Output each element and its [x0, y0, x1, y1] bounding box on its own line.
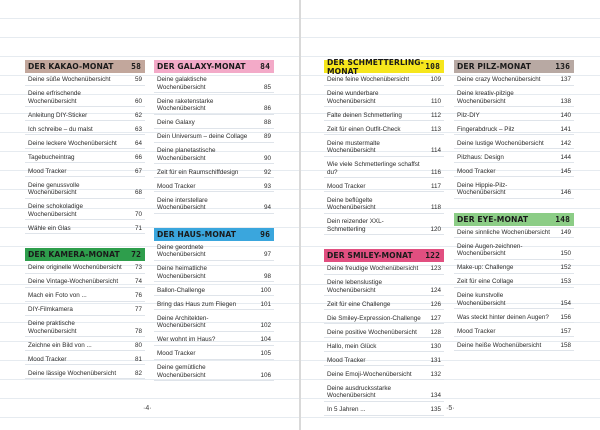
entry-page-number: 68 [134, 189, 142, 196]
toc-entry [454, 112, 574, 122]
toc-entry [25, 292, 145, 302]
toc-entry [324, 371, 444, 381]
entry-title: Bring das Haus zum Fliegen [157, 300, 237, 308]
toc-entry [324, 161, 444, 178]
toc-entry [154, 169, 274, 179]
toc-entry [324, 126, 444, 136]
toc-entry [154, 133, 274, 143]
entry-page-number: 80 [134, 341, 142, 349]
entry-title: Mood Tracker [157, 350, 196, 357]
entry-title: Pilz-DIY [457, 111, 480, 119]
toc-entry [324, 406, 444, 416]
entry-title: Deine heiße Wochenübersicht [457, 341, 542, 349]
toc-entry [25, 356, 145, 366]
entry-title: Dein reizender XXL-Schmetterling [327, 218, 384, 233]
toc-section [154, 228, 274, 382]
entry-title: Mood Tracker [457, 327, 496, 335]
toc-entry [454, 76, 574, 86]
toc-entry [25, 370, 145, 380]
toc-entry [454, 90, 574, 107]
entry-page-number: 102 [260, 322, 271, 329]
entry-title: Mood Tracker [327, 356, 366, 364]
entry-page-number: 124 [430, 286, 441, 294]
entry-title: Deine lebenslustige Wochenübersicht [327, 279, 382, 294]
entry-title: Tagebucheintrag [28, 153, 75, 161]
toc-column [324, 57, 444, 430]
entry-page-number: 104 [260, 336, 271, 343]
toc-entry [154, 301, 274, 311]
entry-title: Deine lässige Wochenübersicht [28, 369, 117, 377]
toc-entry [454, 140, 574, 150]
toc-entry [324, 183, 444, 193]
toc-entry [25, 203, 145, 220]
entry-title: Deine Hippie-Pilz-Wochenübersicht [457, 181, 508, 196]
entry-page-number: 112 [430, 111, 441, 119]
section-title: DER SMILEY-MONAT [327, 251, 413, 260]
toc-entry [154, 364, 274, 381]
toc-entry [25, 278, 145, 288]
entry-page-number: 149 [560, 228, 571, 236]
entry-title: Deine wunderbare Wochenübersicht [327, 90, 379, 105]
entry-title: Mach ein Foto von ... [28, 292, 87, 299]
toc-entry [154, 315, 274, 332]
toc-entry [25, 126, 145, 136]
entry-title: Deine Vintage-Wochenübersicht [28, 278, 119, 285]
page-number-left: ·4· [143, 405, 152, 412]
toc-entry [154, 336, 274, 346]
section-title: DER PILZ-MONAT [457, 62, 531, 71]
toc-entry [154, 183, 274, 193]
entry-page-number: 110 [430, 97, 441, 105]
section-page-number: 136 [555, 62, 570, 71]
entry-title: Deine süße Wochenübersicht [28, 76, 111, 83]
entry-page-number: 64 [134, 139, 142, 147]
entry-title: Deine leckere Wochenübersicht [28, 139, 117, 147]
section-page-number: 108 [425, 62, 440, 71]
entry-page-number: 77 [134, 306, 142, 313]
toc-section [454, 60, 574, 199]
section-title: DER EYE-MONAT [457, 214, 529, 224]
entry-page-number: 62 [134, 111, 142, 119]
toc-entry [25, 306, 145, 316]
entry-page-number: 88 [263, 119, 271, 126]
entry-title: Deine originelle Wochenübersicht [28, 264, 122, 271]
entry-page-number: 67 [134, 167, 142, 175]
toc-entry [25, 140, 145, 150]
toc-entry [25, 168, 145, 178]
section-title: DER KAMERA-MONAT [28, 250, 120, 259]
entry-title: In 5 Jahren ... [327, 406, 366, 413]
toc-entry [454, 243, 574, 260]
page-number-right: ·5· [446, 405, 455, 412]
section-page-number: 58 [131, 62, 141, 71]
toc-entry [25, 154, 145, 164]
toc-section [25, 60, 145, 234]
entry-page-number: 63 [134, 125, 142, 133]
entry-title: Mood Tracker [28, 167, 67, 175]
toc-entry [324, 76, 444, 86]
entry-page-number: 135 [430, 406, 441, 413]
entry-title: Deine geordnete Wochenübersicht [157, 243, 206, 258]
entry-page-number: 144 [560, 153, 571, 161]
entry-page-number: 71 [134, 224, 142, 232]
section-header [154, 228, 274, 241]
toc-entry [454, 182, 574, 199]
toc-entry [25, 342, 145, 352]
toc-entry [324, 197, 444, 214]
entry-title: Deine interstellare Wochenübersicht [157, 196, 208, 211]
entry-page-number: 123 [430, 265, 441, 272]
toc-entry [324, 343, 444, 353]
toc-entry [454, 168, 574, 178]
toc-entry [324, 279, 444, 296]
entry-title: Deine genussvolle Wochenübersicht [28, 181, 80, 196]
entry-title: Deine kunstvolle Wochenübersicht [457, 292, 506, 307]
entry-title: Wer wohnt im Haus? [157, 336, 216, 343]
toc-entry [324, 265, 444, 275]
toc-section [454, 213, 574, 352]
entry-title: Mood Tracker [157, 182, 196, 190]
entry-page-number: 89 [263, 133, 271, 140]
toc-entry [154, 265, 274, 282]
entry-title: Wähle ein Glas [28, 224, 71, 232]
toc-entry [324, 315, 444, 325]
entry-title: Deine erfrischende Wochenübersicht [28, 90, 81, 105]
entry-title: Mood Tracker [28, 355, 67, 363]
entry-page-number: 153 [560, 278, 571, 285]
section-header [324, 249, 444, 262]
toc-entry [154, 147, 274, 164]
entry-title: Deine feine Wochenübersicht [327, 76, 410, 83]
entry-title: Deine galaktische Wochenübersicht [157, 76, 207, 91]
toc-entry [454, 264, 574, 274]
entry-page-number: 152 [560, 264, 571, 271]
toc-entry [25, 320, 145, 337]
entry-page-number: 126 [430, 300, 441, 308]
toc-entry [324, 357, 444, 367]
toc-entry [324, 140, 444, 157]
toc-entry [25, 76, 145, 86]
toc-entry [454, 278, 574, 288]
entry-title: Zeit für ein Raumschiffdesign [157, 168, 239, 176]
entry-page-number: 157 [560, 327, 571, 335]
entry-title: Make-up: Challenge [457, 264, 514, 271]
entry-title: Deine beflügelte Wochenübersicht [327, 196, 376, 211]
toc-entry [154, 119, 274, 129]
toc-entry [324, 218, 444, 235]
section-page-number: 96 [260, 229, 270, 239]
entry-page-number: 117 [430, 182, 441, 190]
entry-page-number: 150 [560, 250, 571, 257]
toc-section [25, 248, 145, 379]
toc-entry [324, 112, 444, 122]
entry-title: Zeit für einen Outfit-Check [327, 125, 401, 133]
section-title: DER KAKAO-MONAT [28, 62, 114, 71]
entry-title: Deine crazy Wochenübersicht [457, 76, 541, 83]
toc-entry [324, 90, 444, 107]
entry-page-number: 131 [430, 356, 441, 364]
toc-entry [25, 225, 145, 235]
entry-page-number: 106 [260, 371, 271, 379]
entry-page-number: 94 [263, 204, 271, 211]
entry-page-number: 97 [263, 251, 271, 258]
toc-entry [25, 90, 145, 107]
section-page-number: 148 [555, 214, 570, 224]
toc-column [154, 60, 274, 395]
entry-title: Was steckt hinter deinen Augen? [457, 313, 549, 321]
section-page-number: 84 [260, 62, 270, 71]
toc-section [324, 57, 444, 235]
entry-title: Wie viele Schmetterlinge schaffst du? [327, 161, 420, 176]
toc-column [25, 60, 145, 393]
entry-title: Hallo, mein Glück [327, 342, 377, 350]
entry-page-number: 142 [560, 139, 571, 147]
section-header [25, 60, 145, 73]
entry-title: Deine freudige Wochenübersicht [327, 265, 419, 272]
toc-entry [154, 244, 274, 261]
entry-title: Deine positive Wochenübersicht [327, 328, 417, 336]
toc-entry [454, 328, 574, 338]
toc-section [324, 249, 444, 416]
toc-entry [324, 385, 444, 402]
entry-page-number: 116 [430, 168, 441, 176]
toc-entry [454, 314, 574, 324]
section-page-number: 122 [425, 251, 440, 260]
entry-page-number: 70 [134, 210, 142, 218]
section-title: DER HAUS-MONAT [157, 229, 237, 239]
entry-page-number: 76 [134, 292, 142, 299]
entry-page-number: 154 [560, 299, 571, 307]
entry-title: Zeit für eine Challenge [327, 300, 391, 308]
entry-page-number: 134 [430, 392, 441, 399]
entry-title: Deine lustige Wochenübersicht [457, 139, 544, 147]
entry-title: Deine Emoji-Wochenübersicht [327, 370, 412, 378]
entry-page-number: 140 [560, 111, 571, 119]
entry-page-number: 137 [560, 76, 571, 83]
entry-page-number: 59 [134, 76, 142, 83]
entry-page-number: 82 [134, 369, 142, 377]
entry-page-number: 81 [134, 355, 142, 363]
entry-title: Deine kreativ-pilzige Wochenübersicht [457, 90, 514, 105]
section-title: DER GALAXY-MONAT [157, 62, 246, 71]
toc-entry [324, 301, 444, 311]
entry-page-number: 92 [263, 168, 271, 176]
toc-column [454, 60, 574, 365]
entry-title: Zeichne ein Bild von ... [28, 341, 92, 349]
section-header [154, 60, 274, 73]
entry-title: Die Smiley-Expression-Challenge [327, 314, 421, 322]
entry-title: Dein Universum – deine Collage [157, 133, 248, 140]
entry-title: Anleitung DIY-Sticker [28, 111, 88, 119]
toc-entry [324, 329, 444, 339]
entry-page-number: 114 [430, 147, 441, 154]
entry-page-number: 118 [430, 204, 441, 211]
entry-page-number: 120 [430, 225, 441, 233]
entry-page-number: 93 [263, 182, 271, 190]
entry-title: Deine Augen-zeichnen-Wochenübersicht [457, 242, 523, 257]
toc-entry [154, 197, 274, 214]
entry-page-number: 128 [430, 328, 441, 336]
entry-page-number: 156 [560, 313, 571, 321]
entry-page-number: 130 [430, 342, 441, 350]
entry-title: Deine schokoladige Wochenübersicht [28, 203, 83, 218]
entry-page-number: 86 [263, 105, 271, 112]
entry-page-number: 109 [430, 76, 441, 83]
toc-entry [154, 287, 274, 297]
entry-page-number: 73 [134, 264, 142, 271]
entry-title: DIY-Filmkamera [28, 306, 73, 313]
toc-entry [454, 126, 574, 136]
section-header [454, 213, 574, 226]
toc-entry [25, 112, 145, 122]
entry-page-number: 85 [263, 83, 271, 91]
entry-page-number: 145 [560, 167, 571, 175]
entry-title: Zeit für eine Collage [457, 278, 514, 285]
toc-entry [154, 76, 274, 93]
entry-title: Deine heimatliche Wochenübersicht [157, 265, 208, 280]
entry-title: Mood Tracker [327, 182, 366, 190]
entry-title: Deine praktische Wochenübersicht [28, 320, 77, 335]
entry-page-number: 60 [134, 97, 142, 105]
entry-title: Mood Tracker [457, 167, 496, 175]
entry-title: Falte deinen Schmetterling [327, 111, 402, 119]
toc-entry [154, 98, 274, 115]
section-header [25, 248, 145, 261]
section-title: DER SCHMETTERLING-MONAT [327, 57, 424, 76]
entry-page-number: 66 [134, 153, 142, 161]
toc-section [154, 60, 274, 214]
toc-entry [454, 342, 574, 352]
entry-title: Deine raketenstarke Wochenübersicht [157, 97, 214, 112]
entry-title: Deine Galaxy [157, 119, 195, 126]
entry-title: Deine ausdrucksstarke Wochenübersicht [327, 384, 392, 399]
toc-entry [154, 350, 274, 360]
entry-page-number: 98 [263, 272, 271, 280]
entry-title: Pilzhaus: Design [457, 153, 504, 161]
section-header [454, 60, 574, 73]
entry-title: Deine planetastische Wochenübersicht [157, 147, 216, 162]
entry-page-number: 90 [263, 154, 271, 162]
entry-title: Ballon-Challenge [157, 286, 205, 294]
entry-title: Fingerabdruck – Pilz [457, 125, 515, 133]
toc-entry [454, 292, 574, 309]
entry-title: Deine gemütliche Wochenübersicht [157, 364, 206, 379]
entry-page-number: 141 [560, 125, 571, 133]
entry-page-number: 158 [560, 341, 571, 349]
toc-entry [25, 182, 145, 199]
section-header [324, 57, 444, 76]
entry-page-number: 100 [260, 286, 271, 294]
entry-page-number: 127 [430, 314, 441, 322]
entry-title: Deine Architekten-Wochenübersicht [157, 314, 209, 329]
entry-title: Deine mustermalte Wochenübersicht [327, 139, 380, 154]
entry-page-number: 74 [134, 278, 142, 285]
entry-page-number: 132 [430, 370, 441, 378]
entry-page-number: 146 [560, 189, 571, 196]
toc-entry [25, 264, 145, 274]
entry-title: Ich schreibe – du malst [28, 125, 93, 133]
toc-entry [454, 229, 574, 239]
entry-title: Deine sinnliche Wochenübersicht [457, 228, 550, 236]
entry-page-number: 105 [260, 350, 271, 357]
entry-page-number: 113 [430, 125, 441, 133]
entry-page-number: 101 [260, 300, 271, 308]
entry-page-number: 138 [560, 97, 571, 105]
section-page-number: 72 [131, 250, 141, 259]
toc-entry [454, 154, 574, 164]
entry-page-number: 78 [134, 327, 142, 335]
